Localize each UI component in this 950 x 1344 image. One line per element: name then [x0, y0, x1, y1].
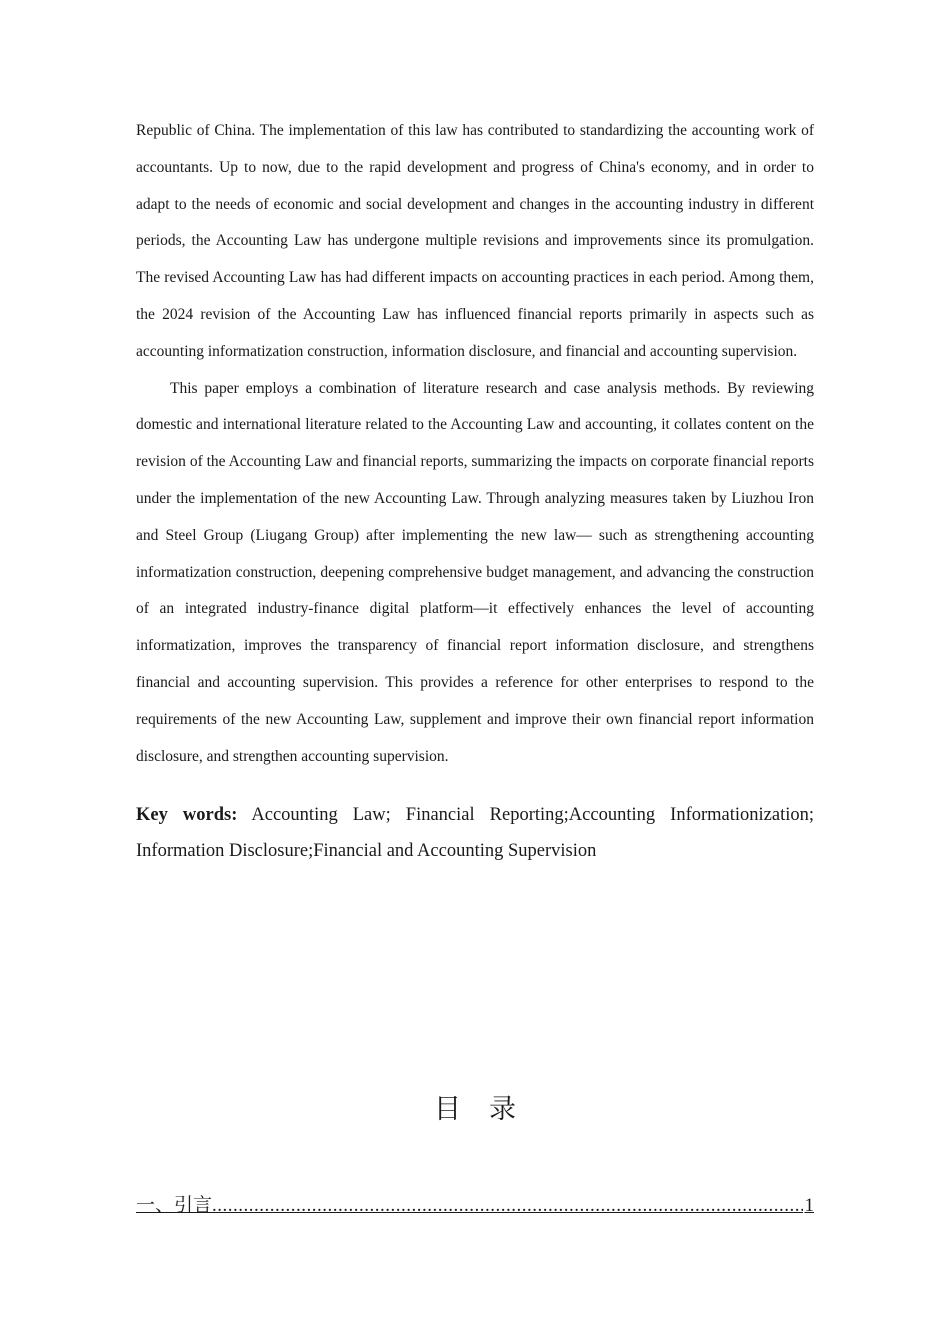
toc-title: 目录	[434, 1094, 544, 1125]
abstract-paragraph-1: Republic of China. The implementation of this law has contributed to standardizing the accounting work of accountants. Up to now, due to the rapid development and progress of China's economy, and in order to adapt to the needs of economic and social development and changes in the accounting industry in different periods, the Accounting Law has undergone multiple revisions and improvements since its promulgation. The revised Accounting Law has had different impacts on accounting practices in each period. Among them, the 2024 revision of the Accounting Law has influenced financial reports primarily in aspects such as accounting informatization construction, information disclosure, and financial and accounting supervision.	[136, 122, 814, 360]
toc-entry-introduction[interactable]	[136, 1190, 814, 1221]
keywords-label: Key words:	[136, 805, 238, 826]
toc-entry-page-number: 1	[804, 1195, 814, 1216]
toc-leader-dots	[212, 1191, 802, 1221]
abstract-section	[136, 113, 814, 869]
abstract-paragraph-2: This paper employs a combination of literature research and case analysis methods. By reviewing domestic and international literature related to the Accounting Law and accounting, it collates content on the revision of the Accounting Law and financial reports, summarizing the impacts on corporate financial reports under the implementation of the new Accounting Law. Through analyzing measures taken by Liuzhou Iron and Steel Group (Liugang Group) after implementing the new law— such as strengthening accounting informatization construction, deepening comprehensive budget management, and advancing the construction of an integrated industry-finance digital platform—it effectively enhances the level of accounting informatization, improves the transparency of financial report information disclosure, and strengthens financial and accounting supervision. This provides a reference for other enterprises to respond to the requirements of the new Accounting Law, supplement and improve their own financial report information disclosure, and strengthen accounting supervision.	[136, 379, 814, 765]
keywords-line	[136, 797, 814, 869]
toc-entry-label: 一、引言	[136, 1194, 213, 1216]
keywords-text: Accounting Law; Financial Reporting;Accounting Informationization; Information Disclosure;Financial and Accounting Supervision	[136, 805, 815, 862]
